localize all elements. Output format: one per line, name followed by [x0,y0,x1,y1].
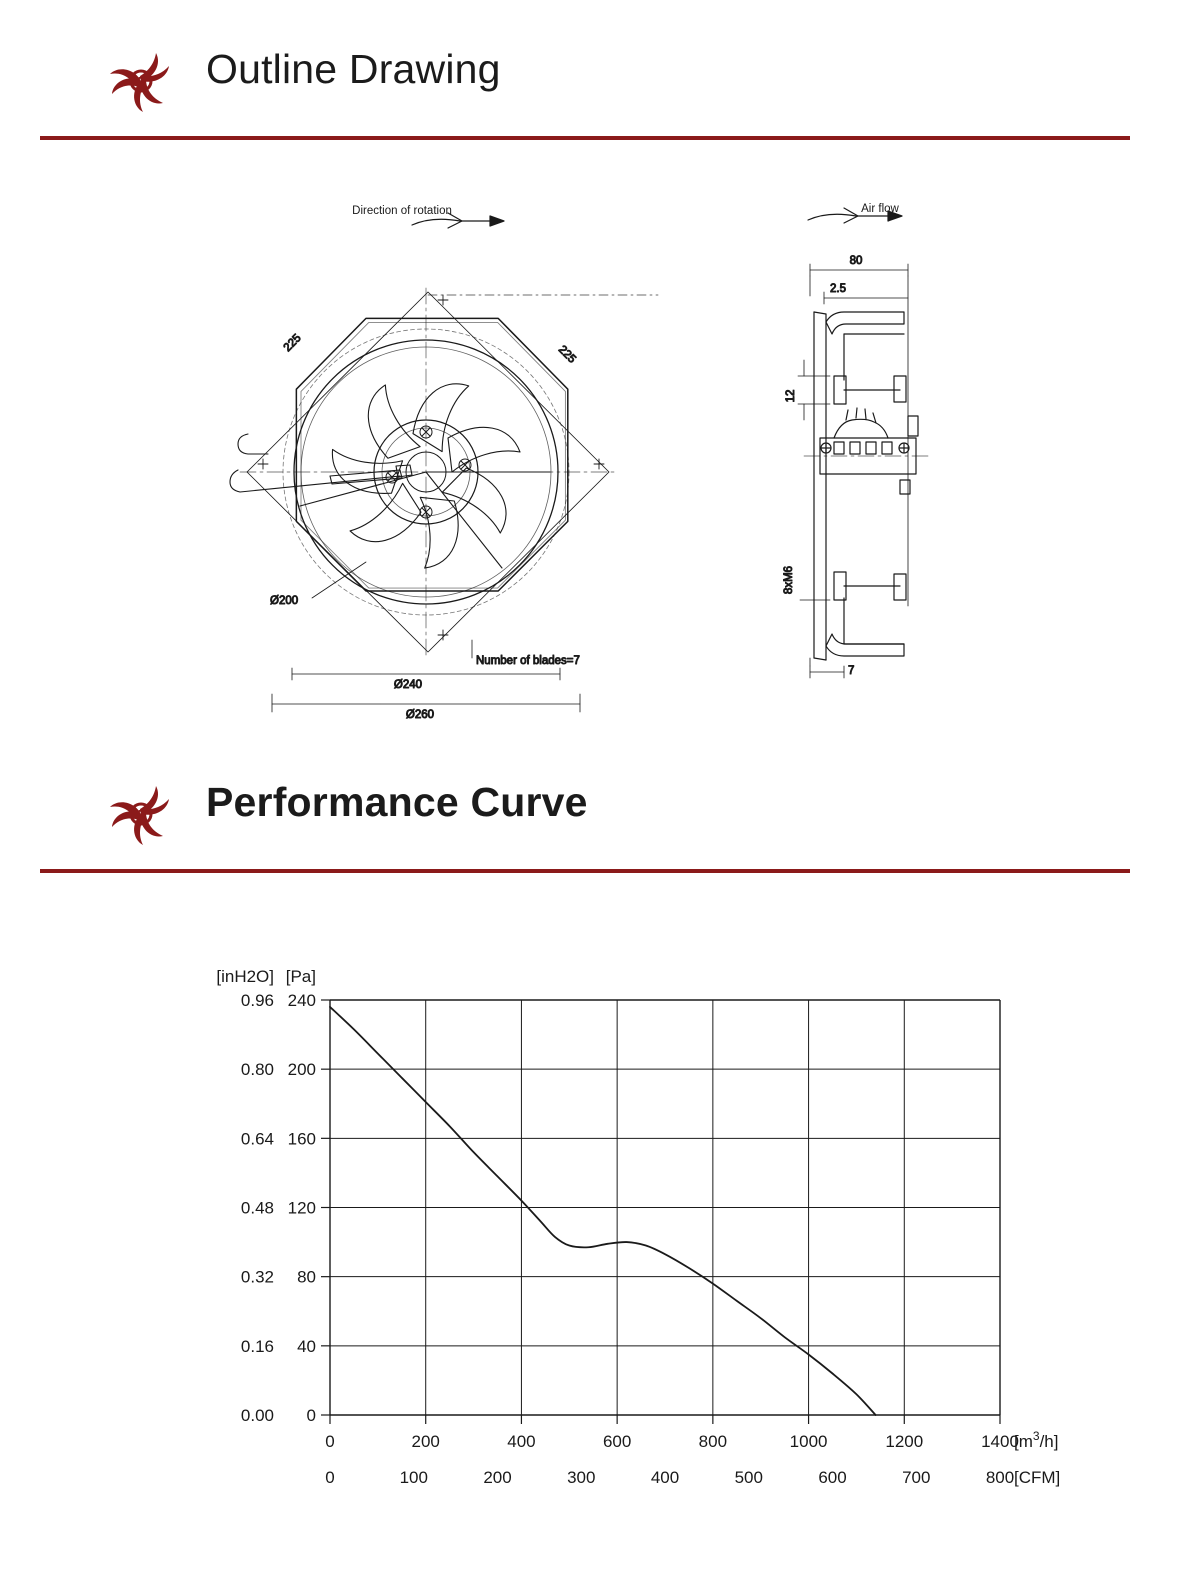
x-tick-label-cfm: 800 [985,1468,1015,1487]
x-tick-label-m3h: 800 [698,1432,728,1451]
dim-25-label: 2.5 [830,283,846,295]
x-axis-unit-m3h: $[m^3/h]$ [1014,1429,1059,1451]
dim-80-label: 80 [849,255,863,267]
outline-drawing-title: Outline Drawing [206,46,501,92]
dim-8xm6-label: 8xM6 [783,565,795,595]
rotation-label: Direction of rotation [352,205,452,217]
blades-label: Number of blades=7 [476,655,580,667]
x-tick-label-cfm: 100 [399,1468,428,1487]
fan-impeller-icon [98,38,184,124]
x-axis-unit-cfm: [CFM] [1014,1468,1061,1487]
x-tick-label-m3h: 200 [411,1432,440,1451]
performance-curve-line [330,1007,876,1415]
dim-7-label: 7 [848,665,855,677]
y-tick-label-inh2o: 0.16 [240,1336,274,1356]
performance-curve-title: Performance Curve [206,779,588,825]
y-tick-label-pa: 160 [287,1129,316,1149]
x-tick-label-cfm: 300 [567,1468,596,1487]
x-tick-label-m3h: 1200 [885,1432,924,1451]
y-tick-label-pa: 120 [287,1198,316,1218]
fan-impeller-icon [98,771,184,857]
section-divider [40,869,1130,873]
y-tick-label-pa: 0 [306,1406,316,1425]
airflow-label: Air flow [861,203,899,215]
y-tick-label-inh2o: 0.96 [240,991,274,1010]
x-tick-label-m3h: 400 [507,1432,536,1451]
y-tick-label-pa: 240 [287,991,316,1010]
x-tick-label-cfm: 600 [818,1468,847,1487]
dim-d260-label: Ø260 [405,709,435,721]
x-tick-label-cfm: 500 [734,1468,763,1487]
outline-drawing-figure [180,180,1020,740]
dim-225-left: 225 [281,332,304,355]
dim-d200-label: Ø200 [270,595,299,607]
dim-d240-label: Ø240 [393,679,423,691]
y-axis-unit-inh2o: [inH2O] [216,967,274,986]
x-tick-label-cfm: 0 [325,1468,335,1487]
y-axis-unit-pa: [Pa] [285,967,316,986]
y-tick-label-pa: 200 [287,1060,316,1080]
dim-225-right: 225 [555,343,578,366]
x-tick-label-m3h: 1400 [981,1432,1019,1451]
y-tick-label-pa: 80 [297,1267,316,1287]
y-tick-label-inh2o: 0.00 [240,1406,274,1425]
x-tick-label-m3h: 1000 [789,1432,828,1451]
y-tick-label-inh2o: 0.64 [240,1129,274,1149]
y-tick-label-inh2o: 0.48 [240,1198,274,1218]
x-tick-label-cfm: 200 [483,1468,512,1487]
y-tick-label-inh2o: 0.80 [240,1060,274,1080]
y-tick-label-inh2o: 0.32 [240,1267,274,1287]
x-tick-label-m3h: 600 [602,1432,632,1451]
x-tick-label-cfm: 700 [902,1468,931,1487]
x-tick-label-m3h: 0 [325,1432,335,1451]
outline-drawing-section-header [40,32,1130,142]
x-tick-label-cfm: 400 [650,1468,680,1487]
y-tick-label-pa: 40 [297,1336,316,1356]
performance-curve-section-header [40,765,1130,875]
performance-chart [180,930,1061,1520]
section-divider [40,136,1130,140]
dim-12-label: 12 [785,389,797,403]
